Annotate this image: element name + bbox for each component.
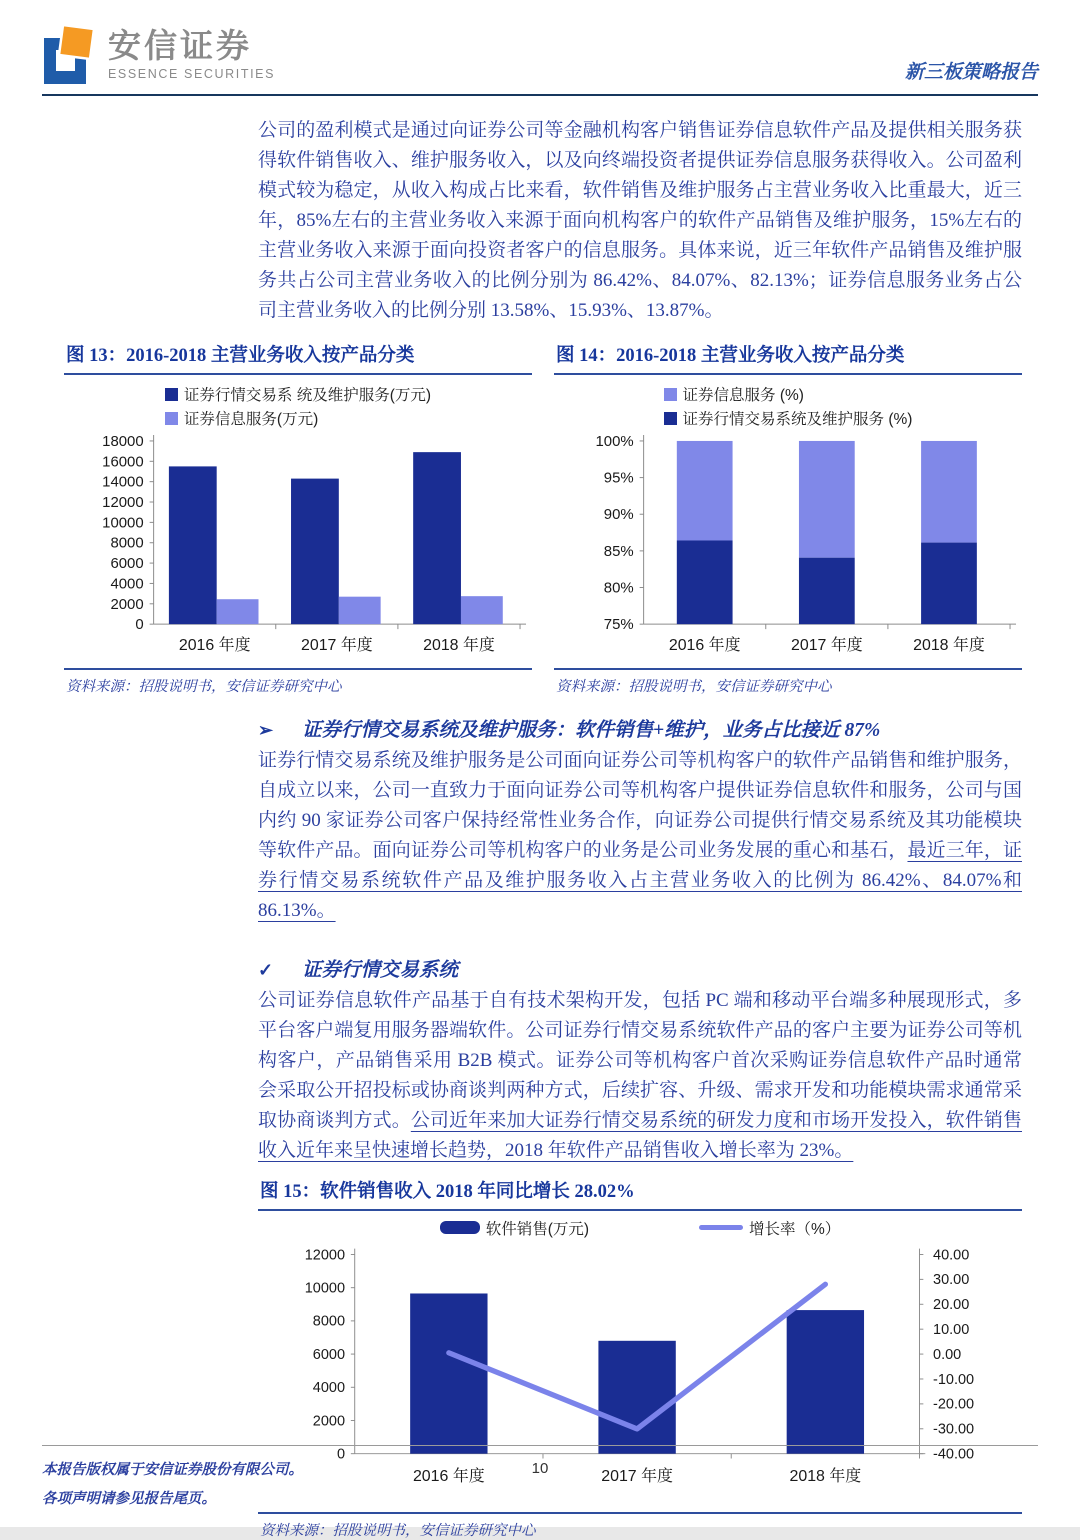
svg-text:16000: 16000 [102,453,144,471]
section-2-heading [258,954,1022,982]
legend-label: 证券信息服务(万元) [183,411,319,428]
copyright-line-1: 本报告版权属于安信证券股份有限公司。 [42,1462,303,1479]
figure-15-legend [258,1217,1022,1239]
legend-swatch [664,388,677,401]
figure-14-caption: 图 14：2016-2018 主营业务收入按产品分类 [554,338,1022,375]
page-footer [42,1445,1038,1513]
figures-row [64,338,1022,696]
svg-text:100%: 100% [595,432,634,450]
svg-text:95%: 95% [603,469,634,487]
svg-text:2000: 2000 [312,1413,346,1430]
svg-text:18000: 18000 [102,432,144,450]
section-2-underlined-text: 公司近年来加大证券行情交易系统的研发力度和市场开发投入，软件销售收入近年来呈快速增长趋势，2018 年软件产品销售收入增长率为 23%。 [258,1109,1022,1161]
figure-15-source: 资料来源：招股说明书，安信证券研究中心 [258,1512,1022,1540]
svg-text:85%: 85% [603,542,634,560]
legend-swatch [664,412,677,425]
svg-text:2018 年度: 2018 年度 [913,637,985,655]
svg-text:75%: 75% [603,616,634,634]
copyright-line-2: 各项声明请参见报告尾页。 [42,1490,216,1507]
svg-text:2018 年度: 2018 年度 [423,637,495,655]
intro-paragraph: 公司的盈利模式是通过向证券公司等金融机构客户销售证券信息软件产品及提供相关服务获得软件销售收入、维护服务收入，以及向终端投资者提供证券信息服务获得收入。公司盈利模式较为稳定，从收入构成占比来看，软件销售及维护服务占主营业务收入比重最大，近三年，85%左右的主营业务收入来源于面向机构客户的软件产品销售及维护服务，15%左右的主营业务收入来源于面向投资者客户的信息服务。具体来说，近三年软件产品销售及维护服务共占公司主营业务收入的比例分别为 86.42%、84.07%、82.13%；证券信息服务业务占公司主营业务收入的比例分别 13.58%、15.93%、13.87%。 [258,120,1022,321]
svg-text:-20.00: -20.00 [933,1396,975,1413]
legend-swatch [440,1221,480,1234]
svg-text:0: 0 [336,1446,346,1463]
svg-text:90%: 90% [603,506,634,524]
svg-text:8000: 8000 [312,1313,346,1330]
svg-text:30.00: 30.00 [933,1272,970,1289]
svg-text:2016 年度: 2016 年度 [412,1467,485,1485]
section-2-heading-text: 证券行情交易系统 [302,959,459,981]
svg-text:20.00: 20.00 [933,1297,970,1314]
figure-14 [554,338,1022,696]
figure-13-source: 资料来源：招股说明书，安信证券研究中心 [64,668,532,696]
svg-text:2017 年度: 2017 年度 [601,1467,673,1485]
report-type-label: 新三板策略报告 [904,62,1038,83]
section-1-underlined-text: 最近三年，证券行情交易系统软件产品及维护服务收入占主营业务收入的比例为 86.42%、84.07%和86.13%。 [258,839,1022,921]
page-number: 10 [531,1460,549,1478]
section-2-paragraph [258,986,1022,1166]
legend-label: 软件销售(万元) [485,1220,590,1238]
svg-text:2017 年度: 2017 年度 [790,637,863,655]
svg-text:2016 年度: 2016 年度 [668,637,741,655]
figure-15-caption: 图 15：软件销售收入 2018 年同比增长 28.02% [258,1174,1022,1211]
section-2-text: 公司证券信息软件产品基于自有技术架构开发，包括 PC 端和移动平台端多种展现形式，多平台客户端复用服务器端软件。公司证券行情交易系统软件产品的客户主要为证券公司等机构客户，产品销售采用 B2B 模式。证券公司等机构客户首次采购证券信息软件产品时通常会采取公开招投标或协商谈判两种方式，后续扩容、升级、需求开发和功能模块需求通常采取协商谈判方式。 [258,989,1022,1131]
svg-text:4000: 4000 [312,1380,346,1397]
svg-text:2000: 2000 [110,595,144,613]
svg-text:4000: 4000 [110,575,144,593]
legend-item [664,383,804,405]
legend-item [699,1217,840,1239]
section-1-text: 证券行情交易系统及维护服务是公司面向证券公司等机构客户的软件产品销售和维护服务，自成立以来，公司一直致力于面向证券公司等机构客户提供证券信息软件和服务，公司与国内约 90 家证券公司客户保持经常性业务合作，向证券公司提供行情交易系统及其功能模块等软件产品。面向证券公司等机构客户的业务是公司业务发展的重心和基石， [258,749,1022,861]
figure-13 [64,338,532,696]
brand-name-cn: 安信证券 [108,27,252,65]
svg-text:6000: 6000 [312,1346,346,1363]
svg-text:8000: 8000 [110,534,144,552]
svg-text:-30.00: -30.00 [933,1421,975,1438]
svg-text:0: 0 [135,616,144,634]
section-1-paragraph [258,746,1022,926]
essence-logo-icon [42,24,96,86]
legend-item [165,407,318,429]
legend-item [440,1217,589,1239]
arrow-bullet-icon: ➢ [258,719,274,740]
legend-label: 证券行情交易系 统及维护服务(万元) [183,387,432,404]
legend-swatch [165,388,178,401]
section-1-heading [258,714,1022,742]
figure-13-legend [64,383,532,429]
svg-text:12000: 12000 [304,1247,346,1264]
svg-text:40.00: 40.00 [933,1247,970,1264]
section-1-heading-text: 证券行情交易系统及维护服务：软件销售+维护，业务占比接近 87% [302,719,881,741]
legend-swatch [165,412,178,425]
svg-text:10000: 10000 [304,1280,346,1297]
report-content [0,116,1080,1540]
svg-text:10000: 10000 [102,514,144,532]
figure-14-legend [554,383,1022,429]
svg-text:6000: 6000 [110,555,144,573]
figure-13-chart [64,429,532,664]
legend-swatch [699,1225,743,1230]
svg-text:12000: 12000 [102,493,144,511]
legend-label: 证券信息服务 (%) [682,387,804,404]
brand-name-en: ESSENCE SECURITIES [108,67,276,82]
svg-text:-10.00: -10.00 [933,1371,975,1388]
check-bullet-icon: ✓ [258,959,274,980]
page-header [42,0,1038,96]
svg-text:2017 年度: 2017 年度 [300,637,373,655]
legend-item [664,407,913,429]
svg-text:2018 年度: 2018 年度 [789,1467,862,1485]
svg-text:-40.00: -40.00 [933,1446,975,1463]
svg-text:0.00: 0.00 [933,1346,962,1363]
svg-text:10.00: 10.00 [933,1321,970,1338]
brand-text [108,29,275,81]
brand [42,24,275,86]
svg-text:14000: 14000 [102,473,144,491]
legend-item [165,383,431,405]
figure-14-chart [554,429,1022,664]
svg-text:2016 年度: 2016 年度 [178,637,251,655]
figure-14-source: 资料来源：招股说明书，安信证券研究中心 [554,668,1022,696]
figure-13-caption: 图 13：2016-2018 主营业务收入按产品分类 [64,338,532,375]
svg-text:80%: 80% [603,579,634,597]
legend-label: 增长率（%） [749,1220,841,1238]
legend-label: 证券行情交易系统及维护服务 (%) [682,411,913,428]
